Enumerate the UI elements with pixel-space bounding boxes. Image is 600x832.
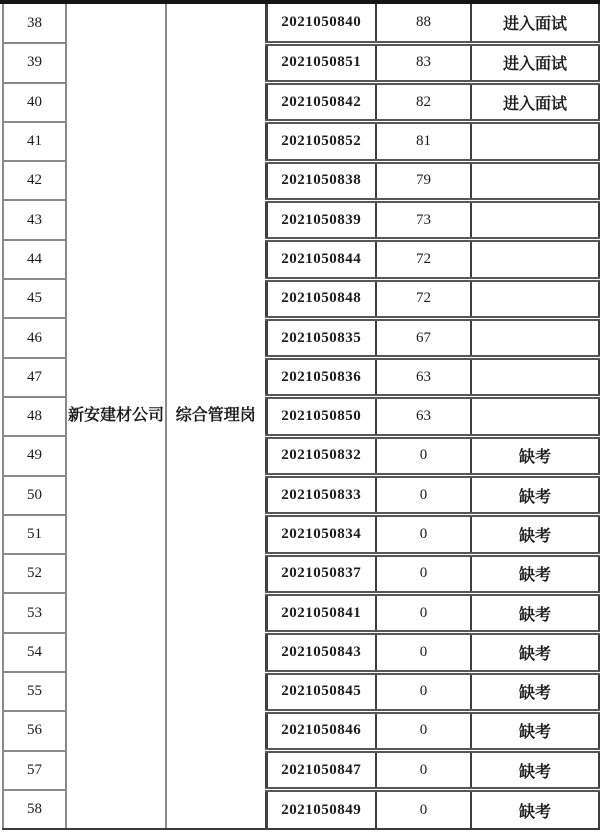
status-cell xyxy=(471,318,599,357)
status-cell: 进入面试 xyxy=(471,43,599,82)
candidate-id-cell: 2021050845 xyxy=(266,672,376,711)
score-cell: 0 xyxy=(376,672,471,711)
status-cell xyxy=(471,161,599,200)
candidate-id-cell: 2021050835 xyxy=(266,318,376,357)
candidate-id-cell: 2021050842 xyxy=(266,83,376,122)
score-cell: 79 xyxy=(376,161,471,200)
score-cell: 82 xyxy=(376,83,471,122)
status-cell: 缺考 xyxy=(471,515,599,554)
status-cell: 缺考 xyxy=(471,711,599,750)
score-cell: 0 xyxy=(376,515,471,554)
row-number-cell: 53 xyxy=(3,593,66,632)
row-number-cell: 42 xyxy=(3,161,66,200)
score-cell: 0 xyxy=(376,751,471,790)
score-cell: 88 xyxy=(376,4,471,43)
row-number-cell: 57 xyxy=(3,751,66,790)
row-number-cell: 38 xyxy=(3,4,66,43)
candidate-id-cell: 2021050843 xyxy=(266,633,376,672)
candidate-id-cell: 2021050838 xyxy=(266,161,376,200)
status-cell: 进入面试 xyxy=(471,4,599,43)
candidate-id-cell: 2021050848 xyxy=(266,279,376,318)
score-cell: 73 xyxy=(376,200,471,239)
status-cell: 缺考 xyxy=(471,554,599,593)
candidate-id-cell: 2021050837 xyxy=(266,554,376,593)
status-cell xyxy=(471,279,599,318)
candidate-id-cell: 2021050849 xyxy=(266,790,376,829)
status-cell xyxy=(471,358,599,397)
row-number-cell: 49 xyxy=(3,436,66,475)
status-cell xyxy=(471,200,599,239)
status-cell: 缺考 xyxy=(471,593,599,632)
row-number-cell: 43 xyxy=(3,200,66,239)
row-number-cell: 47 xyxy=(3,358,66,397)
candidate-id-cell: 2021050846 xyxy=(266,711,376,750)
status-cell: 缺考 xyxy=(471,436,599,475)
score-cell: 0 xyxy=(376,790,471,829)
candidate-id-cell: 2021050834 xyxy=(266,515,376,554)
status-cell xyxy=(471,122,599,161)
row-number-cell: 45 xyxy=(3,279,66,318)
score-cell: 0 xyxy=(376,711,471,750)
status-cell xyxy=(471,240,599,279)
score-cell: 0 xyxy=(376,633,471,672)
score-cell: 0 xyxy=(376,554,471,593)
status-cell: 缺考 xyxy=(471,672,599,711)
candidate-id-cell: 2021050833 xyxy=(266,476,376,515)
score-cell: 72 xyxy=(376,279,471,318)
row-number-cell: 52 xyxy=(3,554,66,593)
score-cell: 0 xyxy=(376,436,471,475)
candidate-id-cell: 2021050841 xyxy=(266,593,376,632)
row-number-cell: 55 xyxy=(3,672,66,711)
table-body xyxy=(3,4,599,829)
row-number-cell: 50 xyxy=(3,476,66,515)
status-cell: 进入面试 xyxy=(471,83,599,122)
candidate-id-cell: 2021050844 xyxy=(266,240,376,279)
score-cell: 67 xyxy=(376,318,471,357)
row-number-cell: 54 xyxy=(3,633,66,672)
score-cell: 83 xyxy=(376,43,471,82)
candidate-id-cell: 2021050839 xyxy=(266,200,376,239)
score-cell: 0 xyxy=(376,593,471,632)
status-cell: 缺考 xyxy=(471,476,599,515)
exam-score-table xyxy=(2,4,600,830)
score-cell: 0 xyxy=(376,476,471,515)
candidate-id-cell: 2021050840 xyxy=(266,4,376,43)
status-cell: 缺考 xyxy=(471,790,599,829)
position-cell: 综合管理岗 xyxy=(166,4,266,829)
score-cell: 63 xyxy=(376,358,471,397)
score-cell: 81 xyxy=(376,122,471,161)
candidate-id-cell: 2021050852 xyxy=(266,122,376,161)
candidate-id-cell: 2021050850 xyxy=(266,397,376,436)
candidate-id-cell: 2021050851 xyxy=(266,43,376,82)
status-cell: 缺考 xyxy=(471,751,599,790)
status-cell xyxy=(471,397,599,436)
row-number-cell: 51 xyxy=(3,515,66,554)
status-cell: 缺考 xyxy=(471,633,599,672)
row-number-cell: 40 xyxy=(3,83,66,122)
table-row xyxy=(3,4,599,43)
row-number-cell: 56 xyxy=(3,711,66,750)
row-number-cell: 41 xyxy=(3,122,66,161)
row-number-cell: 48 xyxy=(3,397,66,436)
candidate-id-cell: 2021050847 xyxy=(266,751,376,790)
company-cell: 新安建材公司 xyxy=(66,4,166,829)
score-cell: 63 xyxy=(376,397,471,436)
row-number-cell: 39 xyxy=(3,43,66,82)
candidate-id-cell: 2021050836 xyxy=(266,358,376,397)
candidate-id-cell: 2021050832 xyxy=(266,436,376,475)
row-number-cell: 58 xyxy=(3,790,66,829)
row-number-cell: 46 xyxy=(3,318,66,357)
row-number-cell: 44 xyxy=(3,240,66,279)
score-cell: 72 xyxy=(376,240,471,279)
